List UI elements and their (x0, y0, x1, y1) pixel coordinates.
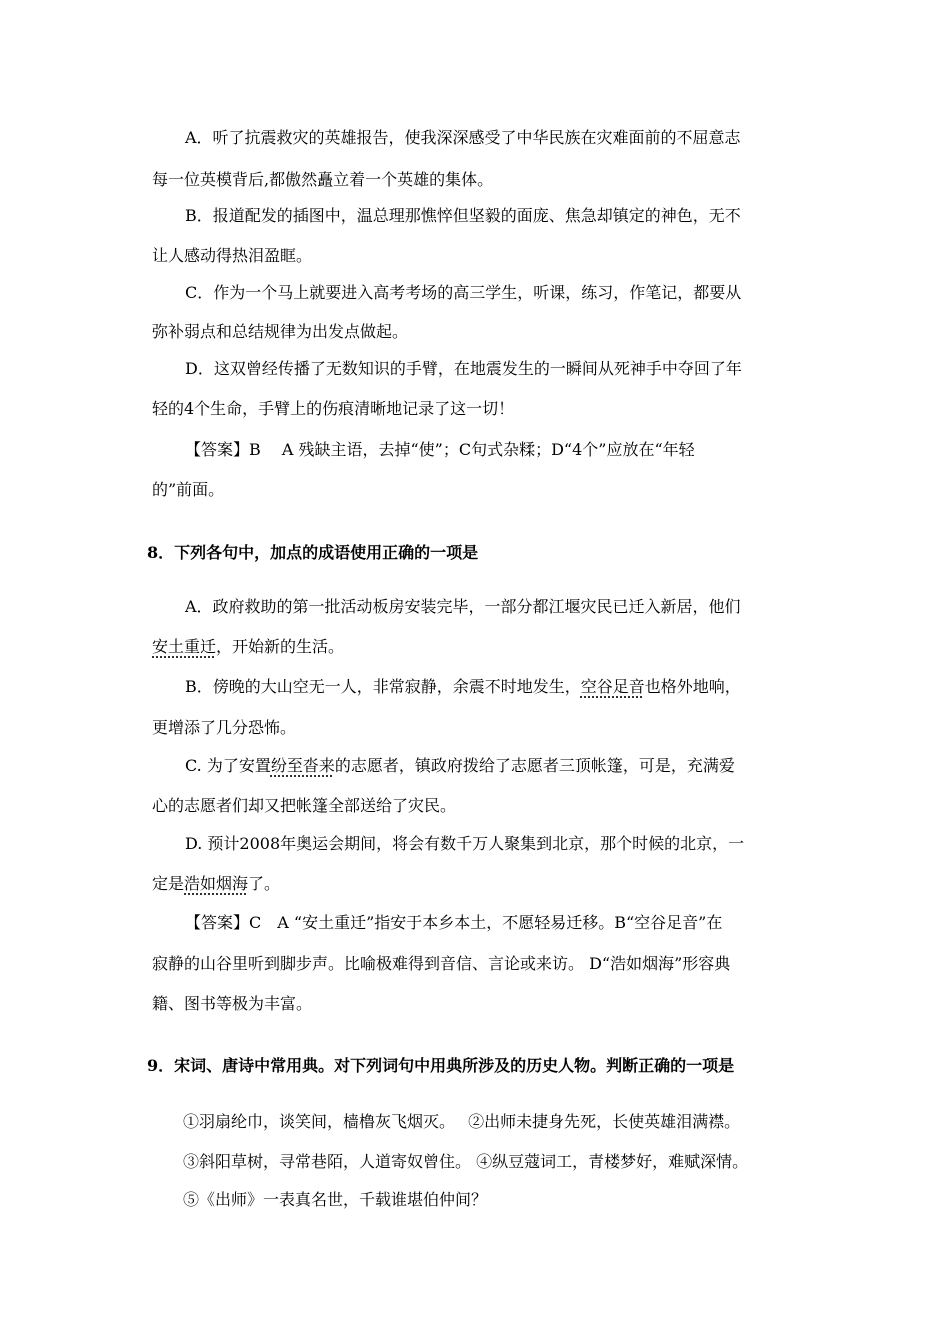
idiom-dotted-c: 纷至沓来 (270, 756, 335, 775)
q7-answer-line2: 的”前面。 (152, 480, 225, 499)
q7-option-a-line2: 每一位英模背后,都傲然矗立着一个英雄的集体。 (152, 170, 494, 189)
idiom-dotted-b: 空谷足音 (580, 677, 645, 696)
q7-option-a-line1: A．听了抗震救灾的英雄报告，使我深深感受了中华民族在灾难面前的不屈意志 (185, 128, 741, 147)
question-8-title: 8．下列各句中，加点的成语使用正确的一项是 (147, 543, 479, 562)
q8-option-c-line1: C. 为了安置纷至沓来的志愿者，镇政府拨给了志愿者三顶帐篷，可是，充满爱 (185, 756, 735, 775)
q7-option-d-line1: D．这双曾经传播了无数知识的手臂，在地震发生的一瞬间从死神手中夺回了年 (185, 359, 742, 378)
q9-line-3: ⑤《出师》一表真名世，千载谁堪伯仲间？ (183, 1190, 488, 1209)
q9-line-2: ③斜阳草树，寻常巷陌，人道寄奴曾住。 ④纵豆蔻词工，青楼梦好，难赋深情。 (183, 1152, 749, 1171)
q7-option-c-line1: C．作为一个马上就要进入高考考场的高三学生，听课，练习，作笔记，都要从 (185, 283, 742, 302)
q8-option-a-line1: A．政府救助的第一批活动板房安装完毕，一部分都江堰灾民已迁入新居，他们 (185, 597, 741, 616)
q8-option-b-line2: 更增添了几分恐怖。 (152, 718, 297, 737)
question-9-title: 9．宋词、唐诗中常用典。对下列词句中用典所涉及的历史人物。判断正确的一项是 (147, 1056, 735, 1075)
q8-option-a-line2: 安土重迁，开始新的生活。 (152, 637, 345, 656)
q8-option-b-line1: B．傍晚的大山空无一人，非常寂静，余震不时地发生，空谷足音也格外地响， (185, 677, 741, 696)
q8-option-c-line2: 心的志愿者们却又把帐篷全部送给了灾民。 (152, 796, 457, 815)
q7-option-d-line2: 轻的4个生命，手臂上的伤痕清晰地记录了这一切！ (152, 399, 515, 418)
q9-line-1: ①羽扇纶巾，谈笑间，樯橹灰飞烟灭。 ②出师未捷身先死，长使英雄泪满襟。 (183, 1112, 741, 1131)
q8-answer-line2: 寂静的山谷里听到脚步声。比喻极难得到音信、言论或来访。 D“浩如烟海”形容典 (152, 954, 731, 973)
idiom-dotted-d: 浩如烟海 (184, 874, 249, 893)
q8-option-d-line1: D. 预计2008年奥运会期间，将会有数千万人聚集到北京，那个时候的北京，一 (185, 834, 745, 853)
q7-answer-line1: 【答案】B A 残缺主语，去掉“使”；C句式杂糅；D“4个”应放在“年轻 (185, 440, 695, 459)
q8-answer-line1: 【答案】C A “安土重迁”指安于本乡本土，不愿轻易迁移。B“空谷足音”在 (185, 913, 723, 932)
q8-answer-line3: 籍、图书等极为丰富。 (152, 994, 313, 1013)
q7-option-b-line2: 让人感动得热泪盈眶。 (152, 246, 313, 265)
q7-option-c-line2: 弥补弱点和总结规律为出发点做起。 (152, 322, 409, 341)
q7-option-b-line1: B．报道配发的插图中，温总理那憔悴但坚毅的面庞、焦急却镇定的神色，无不 (185, 206, 741, 225)
q8-option-d-line2: 定是浩如烟海了。 (152, 874, 281, 893)
idiom-dotted-a: 安土重迁 (152, 637, 217, 656)
